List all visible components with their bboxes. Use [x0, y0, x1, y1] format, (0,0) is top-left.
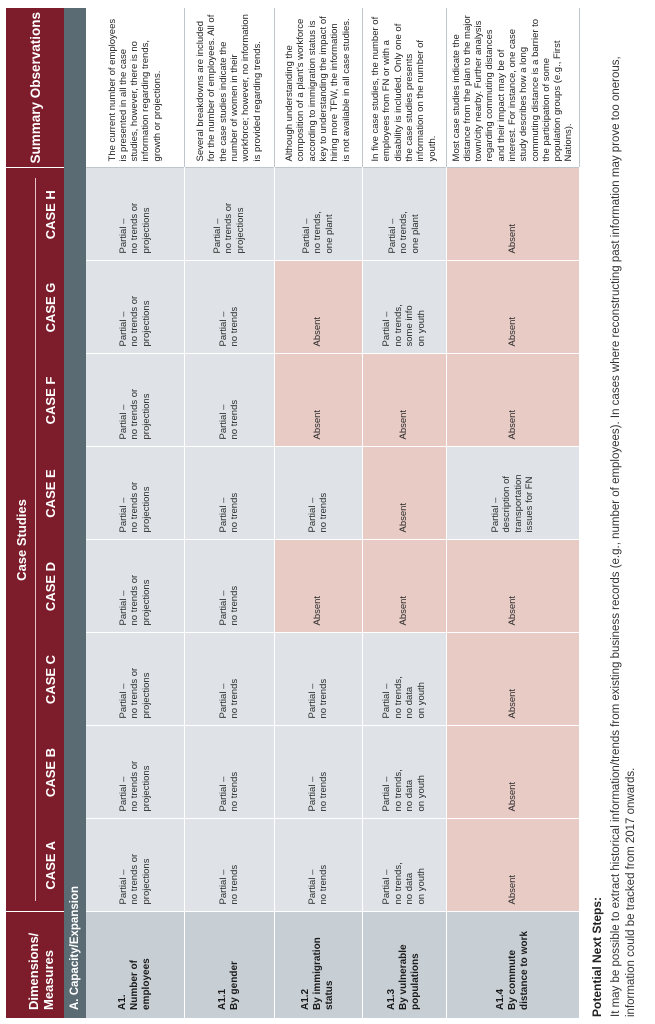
case-cell-text: Absent	[506, 781, 518, 812]
case-cell-text: Partial – no trends	[217, 585, 240, 626]
case-cell-text: Absent	[398, 595, 410, 626]
case-cell	[184, 168, 274, 261]
observation-cell: Several breakdowns are included for the number of employees. All of the case studies indicate the number of women in their workforce; however, no information is provided regarding trends.	[184, 8, 274, 168]
case-cell	[86, 633, 184, 726]
measure-label: By commute distance to work	[506, 931, 530, 1010]
case-cell-text: Partial – no trends	[217, 306, 240, 347]
dimensions-header	[6, 912, 64, 1018]
case-header: CASE B	[36, 726, 64, 819]
case-cell-text: Absent	[506, 316, 518, 347]
case-cell	[274, 540, 362, 633]
case-cell	[86, 354, 184, 447]
case-cell	[184, 633, 274, 726]
case-cell	[446, 819, 579, 912]
case-cell	[274, 819, 362, 912]
observation-cell: In five case studies, the number of employees from FN or with a disability is included. Only one of the case studies presents information on the number of youth.	[362, 8, 446, 168]
case-cell	[362, 819, 446, 912]
case-cell	[446, 726, 579, 819]
case-cell-text: Absent	[506, 874, 518, 905]
case-cell-text: Partial – no trends	[306, 771, 329, 812]
case-cell-text: Partial – no trends, no data on youth	[381, 862, 427, 905]
case-cell	[86, 726, 184, 819]
case-cell-text: Absent	[312, 409, 324, 440]
case-cell-text: Partial – no trends or projections	[117, 481, 152, 533]
observation-cell: Most case studies indicate the distance from the plan to the major town/city nearby. Further analysis regarding commuting distances and their impact may be of interest. For instance, one case study describes how a long commuting distance is a barrier to the participation of some population groups (e.g., First Nations).	[446, 8, 579, 168]
case-cell	[362, 261, 446, 354]
table-row	[274, 8, 362, 1018]
case-cell-text: Absent	[506, 688, 518, 719]
table-row	[184, 8, 274, 1018]
case-cell-text: Partial – no trends or projections	[117, 667, 152, 719]
case-header: CASE C	[36, 633, 64, 726]
case-cell	[86, 168, 184, 261]
measure-cell	[184, 912, 274, 1018]
case-header: CASE G	[36, 261, 64, 354]
table-row	[86, 8, 184, 1018]
next-steps-title: Potential Next Steps:	[590, 896, 604, 1017]
case-cell-text: Partial – no trends, no data on youth	[381, 769, 427, 812]
case-cell-text: Absent	[398, 502, 410, 533]
case-cell-text: Partial – no trends, no data on youth	[381, 676, 427, 719]
case-studies-table	[6, 8, 580, 1018]
case-cell	[362, 447, 446, 540]
case-cell	[86, 540, 184, 633]
case-cell	[446, 633, 579, 726]
section-title: A. Capacity/Expansion	[64, 8, 86, 1018]
measure-label: By gender	[229, 961, 240, 1010]
observation-cell: Although understanding the composition of a plant's workforce according to immigration status is key to understanding the impact of hiring more TFW, the information is not available in all case studies.	[274, 8, 362, 168]
dimensions-header-line1: Dimensions/	[26, 932, 41, 1010]
case-cell	[184, 819, 274, 912]
case-cell-text: Partial – no trends or projections	[117, 202, 152, 254]
case-cell	[362, 354, 446, 447]
case-cell-text: Partial – no trends, one plant	[300, 211, 335, 254]
table-row	[446, 8, 579, 1018]
case-cell	[184, 354, 274, 447]
case-cell	[274, 168, 362, 261]
case-cell-text: Partial – no trends	[306, 864, 329, 905]
measure-code: A1.2	[300, 988, 311, 1010]
case-header: CASE F	[36, 354, 64, 447]
case-cell	[362, 540, 446, 633]
case-cell-text: Absent	[312, 316, 324, 347]
case-cell	[446, 354, 579, 447]
case-cell-text: Absent	[398, 409, 410, 440]
case-cell	[86, 819, 184, 912]
measure-code: A1.	[116, 994, 128, 1010]
case-cell-text: Partial – no trends	[217, 678, 240, 719]
case-cell-text: Partial – no trends or projections	[211, 202, 246, 254]
measure-cell	[362, 912, 446, 1018]
case-cell	[86, 447, 184, 540]
case-cell-text: Absent	[506, 595, 518, 626]
case-cell-text: Partial – no trends	[217, 771, 240, 812]
case-cell-text: Partial – no trends or projections	[117, 388, 152, 440]
case-cell-text: Partial – no trends or projections	[117, 295, 152, 347]
measure-label: Number of employees	[128, 958, 152, 1010]
measure-label: By immigration status	[312, 937, 335, 1010]
case-cell	[446, 261, 579, 354]
measure-code: A1.4	[494, 988, 506, 1010]
case-cell	[362, 633, 446, 726]
case-cell-text: Partial – no trends or projections	[117, 760, 152, 812]
case-cell	[274, 633, 362, 726]
case-cell-text: Partial – no trends	[217, 399, 240, 440]
next-steps-body: It may be possible to extract historical information/trends from existing business records (e.g., number of employees). In cases where reconstructing past information may prove too onerous, information could be tracked from 2017 onwards.	[610, 56, 637, 1017]
case-cell-text: Partial – no trends	[217, 492, 240, 533]
measure-cell	[446, 912, 579, 1018]
case-cell-text: Partial – no trends or projections	[117, 853, 152, 905]
case-cell-text: Partial – description of transportation issues for FN	[489, 474, 536, 533]
case-cell-text: Partial – no trends or projections	[117, 574, 152, 626]
measure-cell	[86, 912, 184, 1018]
case-cell	[274, 726, 362, 819]
case-cell	[274, 261, 362, 354]
case-header: CASE A	[36, 819, 64, 912]
case-cell-text: Partial – no trends, one plant	[386, 211, 421, 254]
case-cell	[362, 168, 446, 261]
case-studies-header: Case Studies	[6, 168, 36, 912]
case-cell	[362, 726, 446, 819]
case-cell-text: Partial – no trends	[217, 864, 240, 905]
case-cell	[184, 261, 274, 354]
measure-cell	[274, 912, 362, 1018]
case-cell-text: Absent	[506, 223, 518, 254]
case-cell	[446, 168, 579, 261]
summary-header: Summary Observations	[6, 8, 64, 168]
case-header: CASE E	[36, 447, 64, 540]
case-cell-text: Absent	[312, 595, 324, 626]
case-cell	[446, 447, 579, 540]
case-cell-text: Partial – no trends	[306, 492, 329, 533]
case-cell-text: Partial – no trends, some info on youth	[381, 304, 427, 347]
case-header: CASE H	[36, 168, 64, 261]
case-cell	[184, 447, 274, 540]
case-cell	[184, 540, 274, 633]
observation-cell: The current number of employees is presented in all the case studies, however, there is no information regarding trends, growth or projections.	[86, 8, 184, 168]
case-cell	[184, 726, 274, 819]
case-cell-text: Partial – no trends	[306, 678, 329, 719]
case-cell	[86, 261, 184, 354]
case-cell	[274, 447, 362, 540]
dimensions-header-line2: Measures	[41, 950, 56, 1010]
case-cell	[446, 540, 579, 633]
measure-code: A1.3	[386, 988, 397, 1010]
case-cell-text: Absent	[506, 409, 518, 440]
case-cell	[274, 354, 362, 447]
case-header: CASE D	[36, 540, 64, 633]
measure-code: A1.1	[217, 988, 228, 1010]
next-steps	[590, 12, 639, 1017]
table-row	[362, 8, 446, 1018]
measure-label: By vulnerable populations	[398, 944, 421, 1010]
